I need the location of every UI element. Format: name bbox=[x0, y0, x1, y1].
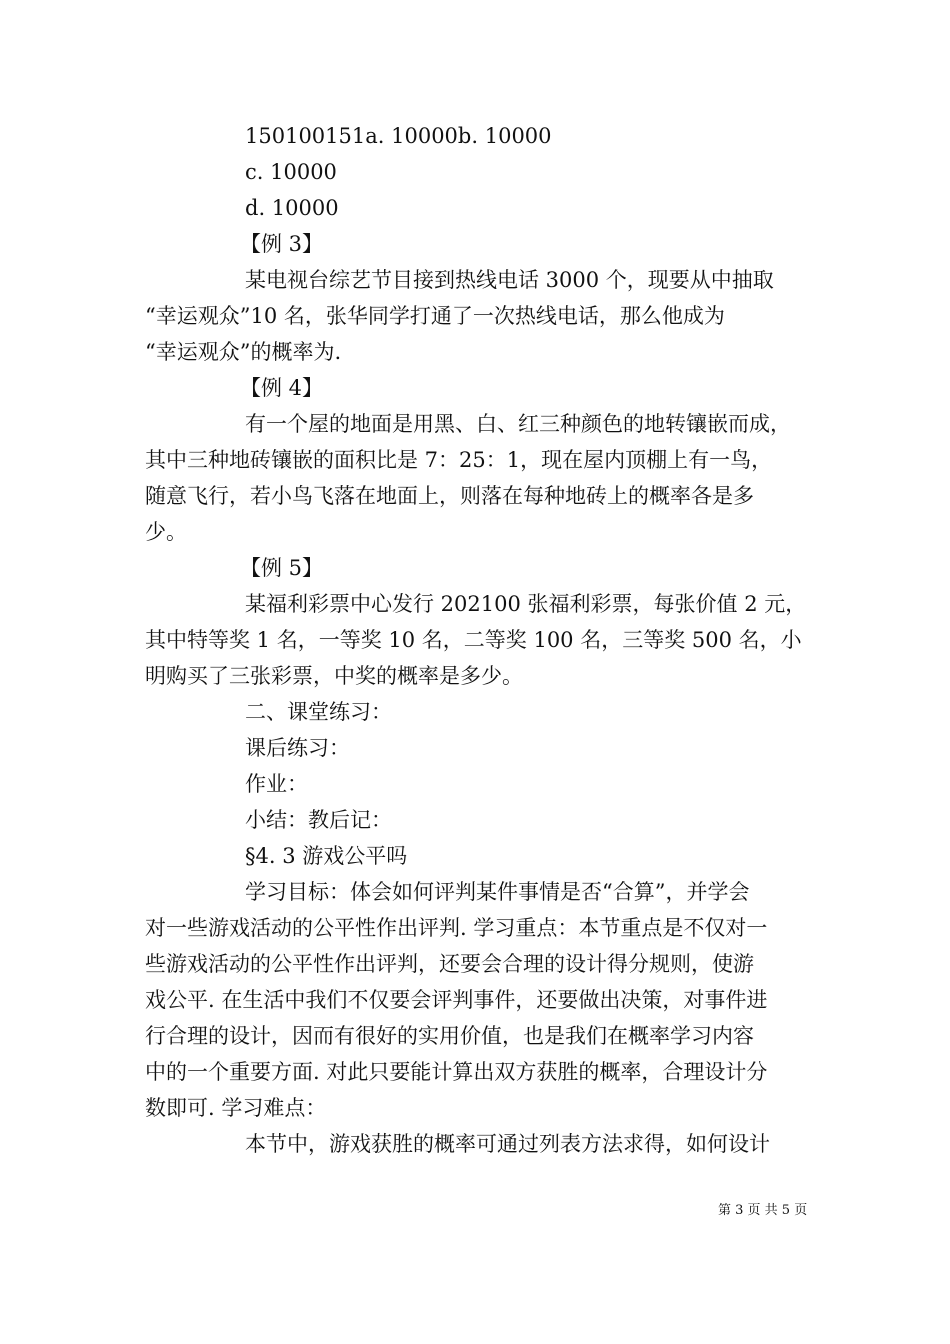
goal-line-1: 学习目标：体会如何评判某件事情是否“合算”，并学会 bbox=[245, 880, 750, 904]
summary-heading: 小结：教后记： bbox=[245, 808, 392, 832]
example-3-line-1: 某电视台综艺节目接到热线电话 3000 个，现要从中抽取 bbox=[245, 268, 774, 292]
goal-line-2: 对一些游戏活动的公平性作出评判. 学习重点：本节重点是不仅对一 bbox=[145, 916, 768, 940]
section-title: §4. 3 游戏公平吗 bbox=[245, 844, 408, 868]
example-5-line-3: 明购买了三张彩票，中奖的概率是多少。 bbox=[145, 664, 523, 688]
homework-heading: 作业： bbox=[245, 772, 308, 796]
example-4-heading: 【例 4】 bbox=[240, 376, 324, 400]
final-paragraph-line-1: 本节中，游戏获胜的概率可通过列表方法求得，如何设计 bbox=[245, 1132, 770, 1156]
example-4-line-2: 其中三种地砖镶嵌的面积比是 7：25：1，现在屋内顶棚上有一鸟， bbox=[145, 448, 773, 472]
example-5-line-1: 某福利彩票中心发行 202100 张福利彩票，每张价值 2 元， bbox=[245, 592, 807, 616]
goal-line-7: 数即可. 学习难点： bbox=[145, 1096, 327, 1120]
goal-line-6: 中的一个重要方面. 对此只要能计算出双方获胜的概率，合理设计分 bbox=[145, 1060, 768, 1084]
page-number-footer: 第 3 页 共 5 页 bbox=[718, 1203, 808, 1218]
goal-line-5: 行合理的设计，因而有很好的实用价值，也是我们在概率学习内容 bbox=[145, 1024, 754, 1048]
after-class-practice-heading: 课后练习： bbox=[245, 736, 350, 760]
page-content bbox=[145, 118, 815, 1162]
goal-line-3: 些游戏活动的公平性作出评判，还要会合理的设计得分规则，使游 bbox=[145, 952, 754, 976]
example-3-line-2: “幸运观众”10 名，张华同学打通了一次热线电话，那么他成为 bbox=[145, 304, 725, 328]
option-line-d: d. 10000 bbox=[245, 196, 339, 220]
example-4-line-1: 有一个屋的地面是用黑、白、红三种颜色的地转镶嵌而成， bbox=[245, 412, 791, 436]
example-3-line-3: “幸运观众”的概率为. bbox=[145, 340, 342, 364]
example-3-heading: 【例 3】 bbox=[240, 232, 324, 256]
goal-line-4: 戏公平. 在生活中我们不仅要会评判事件，还要做出决策，对事件进 bbox=[145, 988, 768, 1012]
example-5-heading: 【例 5】 bbox=[240, 556, 324, 580]
classroom-practice-heading: 二、课堂练习： bbox=[245, 700, 392, 724]
option-line-c: c. 10000 bbox=[245, 160, 337, 184]
example-4-line-3: 随意飞行，若小鸟飞落在地面上，则落在每种地砖上的概率各是多 bbox=[145, 484, 754, 508]
example-4-line-4: 少。 bbox=[145, 520, 187, 544]
option-line-ab: 150100151a. 10000b. 10000 bbox=[245, 124, 552, 148]
example-5-line-2: 其中特等奖 1 名，一等奖 10 名，二等奖 100 名，三等奖 500 名，小 bbox=[145, 628, 802, 652]
